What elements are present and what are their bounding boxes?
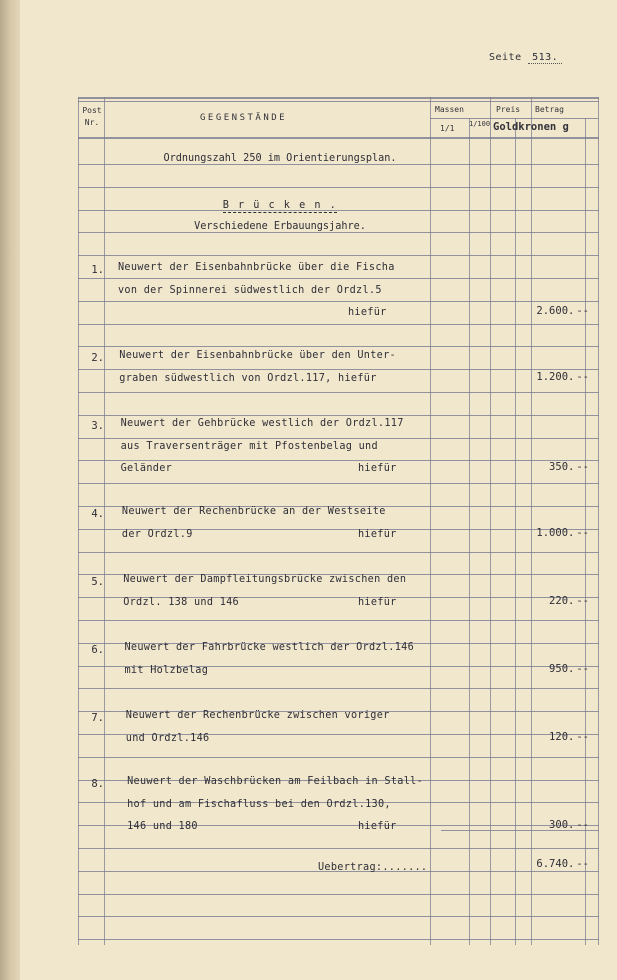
grid-line xyxy=(78,101,599,102)
grid-line xyxy=(78,278,599,279)
grid-line xyxy=(78,939,599,940)
item-text-line: von der Spinnerei südwestlich der Ordzl.5 xyxy=(118,285,382,296)
item-number: 6. xyxy=(91,644,104,656)
grid-line xyxy=(78,916,599,917)
column-line xyxy=(515,118,516,945)
page-number-label: Seite xyxy=(489,52,522,63)
grid-line xyxy=(78,97,599,99)
item-number: 8. xyxy=(91,778,104,790)
item-number: 1. xyxy=(91,264,104,276)
header-preis: Preis xyxy=(496,105,521,114)
section-title-text: B r ü c k e n . xyxy=(222,200,338,211)
ledger-page xyxy=(20,0,617,980)
item-text-line: der Ordzl.9 xyxy=(121,529,193,540)
page-number-value: 513. xyxy=(528,52,562,64)
grid-line xyxy=(78,369,599,370)
item-number: 2. xyxy=(91,352,104,364)
grid-line xyxy=(78,415,599,416)
item-amount: 950. -- xyxy=(549,663,589,675)
section-title xyxy=(120,200,440,211)
grid-line xyxy=(78,137,599,139)
item-text-line: Neuwert der Fahrbrücke westlich der Ordzl.146 xyxy=(124,642,415,653)
header-massen: Massen xyxy=(435,105,464,114)
ordnungszahl-line: Ordnungszahl 250 im Orientierungsplan. xyxy=(163,153,397,164)
item-text-line: Geländer xyxy=(120,463,173,474)
book-binding xyxy=(0,0,20,980)
column-line xyxy=(531,97,532,945)
column-line xyxy=(104,97,105,945)
item-amount: 220. -- xyxy=(549,595,589,607)
grid-line xyxy=(78,894,599,895)
column-line xyxy=(78,97,79,945)
header-currency: Goldkronen g xyxy=(493,121,569,133)
header-post-nr: Post Nr. xyxy=(82,106,102,127)
grid-line xyxy=(78,438,599,439)
grid-line xyxy=(78,324,599,325)
item-text-line: graben südwestlich von Ordzl.117, hiefür xyxy=(119,373,377,384)
item-text-line: Neuwert der Eisenbahnbrücke über die Fischa xyxy=(118,262,395,273)
item-text-line: hiefür xyxy=(358,463,397,474)
item-number: 4. xyxy=(91,508,104,520)
item-text-line: hiefür xyxy=(358,597,397,608)
uebertrag-amount: 6.740. -- xyxy=(536,858,589,870)
item-text-line: und Ordzl.146 xyxy=(125,733,210,744)
item-text-line: Neuwert der Waschbrücken am Feilbach in Stall- xyxy=(127,776,424,787)
item-text-line: hiefür xyxy=(348,307,387,318)
grid-line xyxy=(78,392,599,393)
column-line xyxy=(490,97,491,945)
item-text-line: hof und am Fischafluss bei den Ordzl.130, xyxy=(127,799,391,810)
item-amount: 120. -- xyxy=(549,731,589,743)
item-text-line: Ordzl. 138 und 146 xyxy=(123,597,239,608)
grid-line xyxy=(78,164,599,165)
header-gegenstaende: GEGENSTÄNDE xyxy=(200,113,288,123)
item-text-line: Neuwert der Rechenbrücke an der Westseite xyxy=(121,506,386,517)
grid-line xyxy=(78,757,599,758)
item-text-line: Neuwert der Gehbrücke westlich der Ordzl.117 xyxy=(120,418,404,429)
item-amount: 300. -- xyxy=(549,819,589,831)
item-text-line: 146 und 180 xyxy=(127,821,198,832)
grid-line xyxy=(78,848,599,849)
header-massen-fraction: 1/100 xyxy=(469,120,491,128)
item-text-line: Neuwert der Dampfleitungsbrücke zwischen den xyxy=(123,574,407,585)
item-amount: 1.200. -- xyxy=(536,371,589,383)
item-text-line: mit Holzbelag xyxy=(124,665,209,676)
item-text-line: Neuwert der Rechenbrücke zwischen voriger xyxy=(125,710,390,721)
item-amount: 1.000. -- xyxy=(536,527,589,539)
header-massen-whole: 1/1 xyxy=(440,124,455,133)
grid-line xyxy=(78,688,599,689)
item-text-line: aus Traversenträger mit Pfostenbelag und xyxy=(120,441,378,452)
grid-line xyxy=(78,187,599,188)
grid-line xyxy=(78,232,599,233)
grid-line xyxy=(78,255,599,256)
grid-line xyxy=(78,552,599,553)
header-betrag: Betrag xyxy=(535,105,564,114)
item-text-line: hiefür xyxy=(358,529,397,540)
item-text-line: hiefür xyxy=(358,821,397,832)
page-number xyxy=(489,52,562,64)
grid-line xyxy=(78,346,599,347)
item-amount: 2.600. -- xyxy=(536,305,589,317)
grid-line xyxy=(78,620,599,621)
grid-line xyxy=(78,460,599,461)
item-text-line: Neuwert der Eisenbahnbrücke über den Unter- xyxy=(119,350,396,361)
item-number: 5. xyxy=(91,576,104,588)
item-number: 3. xyxy=(91,420,104,432)
grid-line xyxy=(430,118,598,119)
column-line xyxy=(598,97,599,945)
column-line xyxy=(469,118,470,945)
section-subtitle: Verschiedene Erbauungsjahre. xyxy=(194,221,366,232)
item-number: 7. xyxy=(91,712,104,724)
grid-line xyxy=(78,301,599,302)
grid-line xyxy=(78,483,599,484)
uebertrag-label: Uebertrag:....... xyxy=(318,862,428,873)
item-amount: 350. -- xyxy=(549,461,589,473)
